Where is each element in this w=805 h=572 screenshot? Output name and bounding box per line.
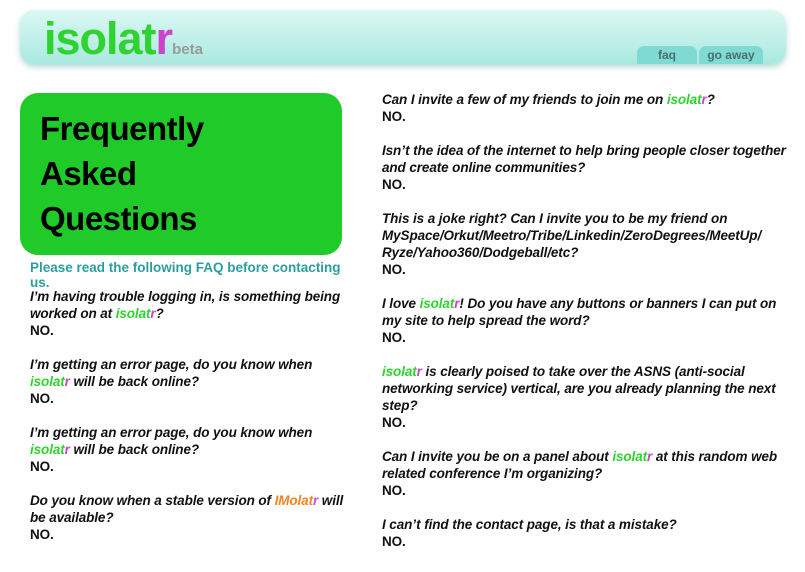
brand-token: isolat [612,449,648,464]
brand-token: r [313,493,319,508]
logo-text-accent: r [155,13,173,64]
faq-item [382,516,788,550]
faq-column-right [382,91,788,567]
faq-question: This is a joke right? Can I invite you to be my friend on MySpace/​Orkut/​Meetro/​Tribe/​Linkedin/​ZeroDegrees/​MeetUp/​Ryze/​Yahoo360/​Dodgeball/​etc? [382,211,762,260]
faq-item [382,142,788,193]
faq-answer: NO. [382,109,406,124]
faq-item [382,210,788,278]
faq-item [30,288,345,339]
faq-title-line: Asked [40,155,137,192]
faq-question: Isn’t the idea of the internet to help bring people closer together and create online communities? [382,143,786,175]
faq-column-left [30,288,345,560]
faq-answer: NO. [30,527,54,542]
faq-answer: NO. [30,391,54,406]
faq-question: I’m getting an error page, do you know when isolatr will be back online? [30,357,313,389]
faq-item [382,448,788,499]
faq-item [382,91,788,125]
faq-answer: NO. [30,459,54,474]
brand-token: IMolat [274,493,313,508]
brand-token: r [701,92,707,107]
brand-token: r [454,296,460,311]
faq-question: I’m having trouble logging in, is something being worked on at isolatr? [30,289,341,321]
faq-question: I can’t find the contact page, is that a mistake? [382,517,677,532]
brand-token: isolat [666,92,702,107]
site-header [20,10,786,64]
faq-item [382,363,788,431]
brand-token: r [64,442,70,457]
faq-answer: NO. [382,534,406,549]
tab-go-away[interactable]: go away [699,46,763,64]
faq-question: Can I invite a few of my friends to join me on isolatr? [382,92,715,107]
faq-question: I love isolatr! Do you have any buttons or banners I can put on my site to help spread the word? [382,296,777,328]
faq-answer: NO. [30,323,54,338]
logo-beta-label: beta [172,41,203,58]
faq-answer: NO. [382,330,406,345]
faq-title-panel [20,93,342,255]
faq-question: I’m getting an error page, do you know when isolatr will be back online? [30,425,313,457]
logo-text-main: isolat [44,13,156,64]
brand-token: r [647,449,653,464]
faq-question: Do you know when a stable version of IMolatr will be available? [30,493,344,525]
brand-token: r [64,374,70,389]
brand-token: isolat [30,442,65,457]
faq-answer: NO. [382,415,406,430]
faq-answer: NO. [382,262,406,277]
tab-faq[interactable]: faq [637,46,697,64]
faq-question: isolatr is clearly poised to take over the ASNS (anti-social networking service) vertical, are you already planning the next step? [382,364,776,413]
faq-question: Can I invite you be on a panel about isolatr at this random web related conference I’m organizing? [382,449,778,481]
faq-item [30,356,345,407]
faq-title-line: Frequently [40,110,204,147]
brand-token: isolat [115,306,151,321]
faq-item [382,295,788,346]
faq-item [30,424,345,475]
faq-item [30,492,345,543]
brand-token: r [416,364,422,379]
brand-token: isolat [382,364,417,379]
faq-answer: NO. [382,177,406,192]
brand-token: isolat [419,296,455,311]
site-logo[interactable] [44,10,203,64]
faq-note: Please read the following FAQ before contacting us. [30,260,341,290]
brand-token: r [150,306,156,321]
faq-title-line: Questions [40,200,197,237]
faq-answer: NO. [382,483,406,498]
brand-token: isolat [30,374,65,389]
